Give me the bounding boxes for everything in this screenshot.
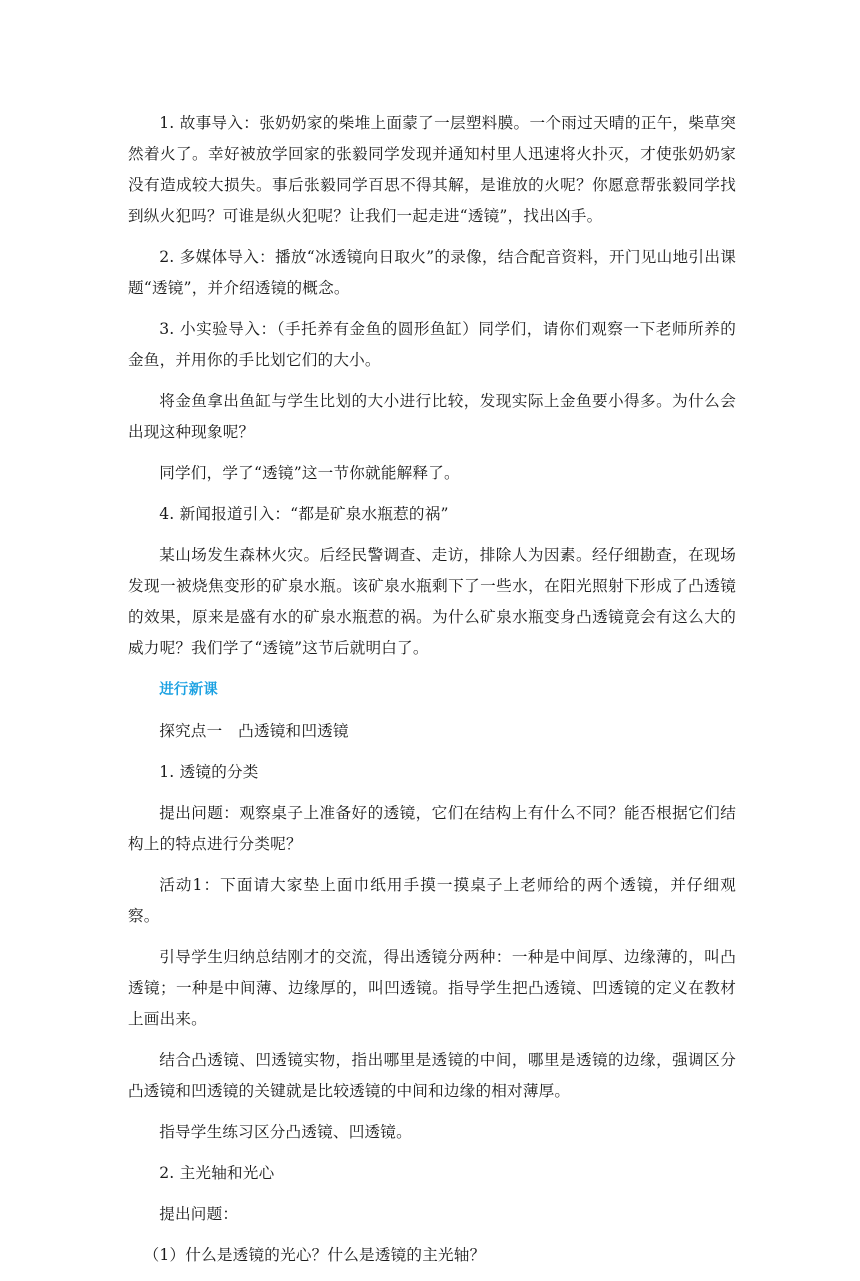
principal-axis-heading: 2. 主光轴和光心 — [159, 1164, 275, 1182]
question-paragraph: 提出问题：观察桌子上准备好的透镜，它们在结构上有什么不同？能否根据它们结构上的特点进行分类呢？ — [128, 804, 736, 853]
practice-paragraph: 指导学生练习区分凸透镜、凹透镜。 — [159, 1123, 412, 1141]
experiment-intro-paragraph: 3. 小实验导入：（手托养有金鱼的圆形鱼缸）同学们，请你们观察一下老师所养的金鱼，并用你的手比划它们的大小。 — [128, 320, 736, 369]
goldfish-comparison-paragraph: 将金鱼拿出鱼缸与学生比划的大小进行比较，发现实际上金鱼要小得多。为什么会出现这种现象呢？ — [128, 392, 736, 441]
inquiry-point-title: 探究点一 凸透镜和凹透镜 — [159, 722, 349, 740]
question-label: 提出问题： — [159, 1205, 239, 1223]
definition-paragraph: 引导学生归纳总结刚才的交流，得出透镜分两种：一种是中间厚、边缘薄的，叫凸透镜；一种是中间薄、边缘厚的，叫凹透镜。指导学生把凸透镜、凹透镜的定义在教材上画出来。 — [128, 948, 736, 1028]
section-heading: 进行新课 — [159, 682, 218, 698]
activity-paragraph: 活动1：下面请大家垫上面巾纸用手摸一摸桌子上老师给的两个透镜，并仔细观察。 — [128, 876, 736, 925]
forest-fire-paragraph: 某山场发生森林火灾。后经民警调查、走访，排除人为因素。经仔细勘查，在现场发现一被烧焦变形的矿泉水瓶。该矿泉水瓶剩下了一些水，在阳光照射下形成了凸透镜的效果，原来是盛有水的矿泉水瓶惹的祸。为什么矿泉水瓶变身凸透镜竟会有这么大的威力呢？我们学了“透镜”这节后就明白了。 — [128, 546, 736, 657]
distinction-paragraph: 结合凸透镜、凹透镜实物，指出哪里是透镜的中间，哪里是透镜的边缘，强调区分凸透镜和凹透镜的关键就是比较透镜的中间和边缘的相对薄厚。 — [128, 1051, 736, 1100]
lens-classification-heading: 1. 透镜的分类 — [159, 763, 259, 781]
question-item-1: （1）什么是透镜的光心？什么是透镜的主光轴？ — [143, 1246, 486, 1264]
multimedia-intro-paragraph: 2. 多媒体导入：播放“冰透镜向日取火”的录像，结合配音资料，开门见山地引出课题“透镜”，并介绍透镜的概念。 — [128, 248, 736, 297]
explanation-teaser-paragraph: 同学们，学了“透镜”这一节你就能解释了。 — [159, 464, 460, 482]
story-intro-paragraph: 1. 故事导入：张奶奶家的柴堆上面蒙了一层塑料膜。一个雨过天晴的正午，柴草突然着火了。幸好被放学回家的张毅同学发现并通知村里人迅速将火扑灭，才使张奶奶家没有造成较大损失。事后张毅同学百思不得其解，是谁放的火呢？你愿意帮张毅同学找到纵火犯吗？可谁是纵火犯呢？让我们一起走进“透镜”，找出凶手。 — [128, 114, 736, 225]
document-page — [128, 108, 736, 1281]
section-heading-row — [128, 674, 736, 706]
news-intro-paragraph: 4. 新闻报道引入：“都是矿泉水瓶惹的祸” — [159, 505, 449, 523]
